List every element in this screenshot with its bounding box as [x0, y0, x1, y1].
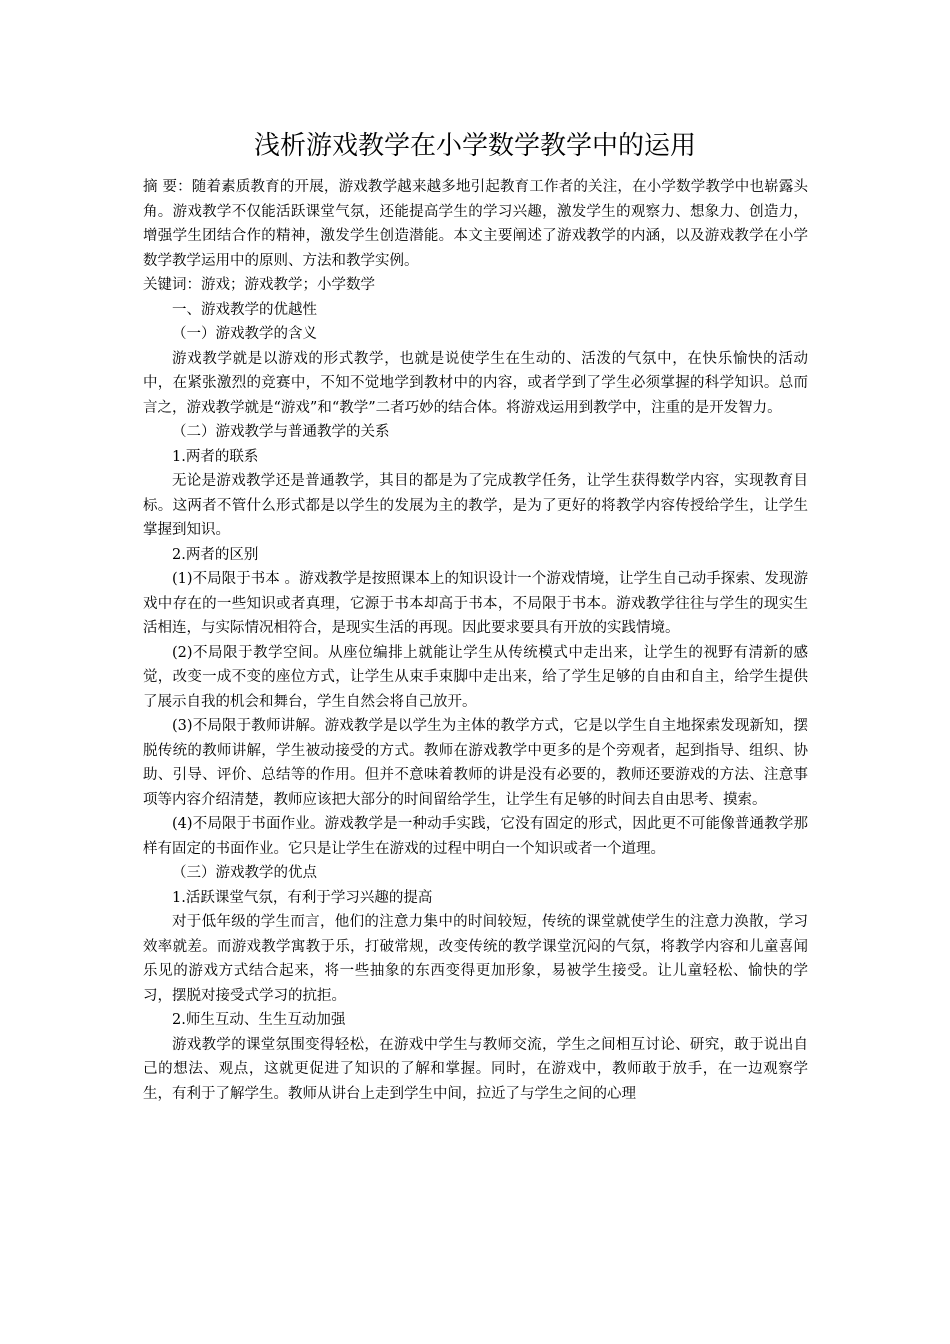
page-title: 浅析游戏教学在小学数学教学中的运用	[253, 131, 696, 161]
abstract: 摘 要：随着素质教育的开展，游戏教学越来越多地引起教育工作者的关注，在小学数学教学中也崭露头角。游戏教学不仅能活跃课堂气氛，还能提高学生的学习兴趣，激发学生的观察力、想象力、创造力，增强学生团结合作的精神，激发学生创造潜能。本文主要阐述了游戏教学的内涵，以及游戏教学在小学数学教学运用中的原则、方法和教学实例。	[143, 179, 808, 269]
keywords: 关键词：游戏；游戏教学；小学数学	[143, 277, 375, 293]
item-heading: 1.活跃课堂气氛，有利于学习兴趣的提高	[172, 889, 433, 906]
item-heading: 1.两者的联系	[172, 448, 259, 465]
paragraph: (2)不局限于教学空间。从座位编排上就能让学生从传统模式中走出来，让学生的视野有清新的感觉，改变一成不变的座位方式，让学生从束手束脚中走出来，给了学生足够的自由和自主，给学生提供了展示自我的机会和舞台，学生自然会将自己放开。	[143, 644, 808, 710]
paragraph: 对于低年级的学生而言，他们的注意力集中的时间较短，传统的课堂就使学生的注意力涣散，学习效率就差。而游戏教学寓教于乐，打破常规，改变传统的教学课堂沉闷的气氛，将教学内容和儿童喜闻乐见的游戏方式结合起来，将一些抽象的东西变得更加形象，易被学生接受。让儿童轻松、愉快的学习，摆脱对接受式学习的抗拒。	[143, 914, 808, 1004]
item-heading: 2.两者的区别	[172, 546, 259, 563]
paragraph: 无论是游戏教学还是普通教学，其目的都是为了完成教学任务，让学生获得数学内容，实现教育目标。这两者不管什么形式都是以学生的发展为主的教学，是为了更好的将教学内容传授给学生，让学生掌握到知识。	[143, 473, 808, 538]
paragraph: (1)不局限于书本 。游戏教学是按照课本上的知识设计一个游戏情境，让学生自己动手探索、发现游戏中存在的一些知识或者真理，它源于书本却高于书本，不局限于书本。游戏教学往往与学生的现实生活相连，与实际情况相符合，是现实生活的再现。因此要求要具有开放的实践情境。	[143, 571, 808, 636]
document-body	[143, 175, 808, 1106]
paragraph: 游戏教学的课堂氛围变得轻松，在游戏中学生与教师交流，学生之间相互讨论、研究，敢于说出自己的想法、观点，这就更促进了知识的了解和掌握。同时，在游戏中，教师敢于放手，在一边观察学生，有利于了解学生。教师从讲台上走到学生中间，拉近了与学生之间的心理	[143, 1036, 808, 1102]
subsection-heading: （二）游戏教学与普通教学的关系	[172, 424, 390, 440]
paragraph: 游戏教学就是以游戏的形式教学，也就是说使学生在生动的、活泼的气氛中，在快乐愉快的活动中，在紧张激烈的竞赛中，不知不觉地学到教材中的内容，或者学到了学生必须掌握的科学知识。总而言之，游戏教学就是“游戏”和“教学”二者巧妙的结合体。将游戏运用到教学中，注重的是开发智力。	[143, 350, 808, 416]
subsection-heading: （一）游戏教学的含义	[172, 326, 317, 342]
item-heading: 2.师生互动、生生互动加强	[172, 1012, 346, 1028]
paragraph: (4)不局限于书面作业。游戏教学是一种动手实践，它没有固定的形式，因此更不可能像普通教学那样有固定的书面作业。它只是让学生在游戏的过程中明白一个知识或者一个道理。	[143, 816, 808, 857]
paragraph: (3)不局限于教师讲解。游戏教学是以学生为主体的教学方式，它是以学生自主地探索发现新知，摆脱传统的教师讲解，学生被动接受的方式。教师在游戏教学中更多的是个旁观者，起到指导、组织、协助、引导、评价、总结等的作用。但并不意味着教师的讲是没有必要的，教师还要游戏的方法、注意事项等内容介绍清楚，教师应该把大部分的时间留给学生，让学生有足够的时间去自由思考、摸索。	[143, 718, 808, 808]
subsection-heading: （三）游戏教学的优点	[172, 865, 317, 881]
section-heading: 一、游戏教学的优越性	[172, 301, 317, 318]
